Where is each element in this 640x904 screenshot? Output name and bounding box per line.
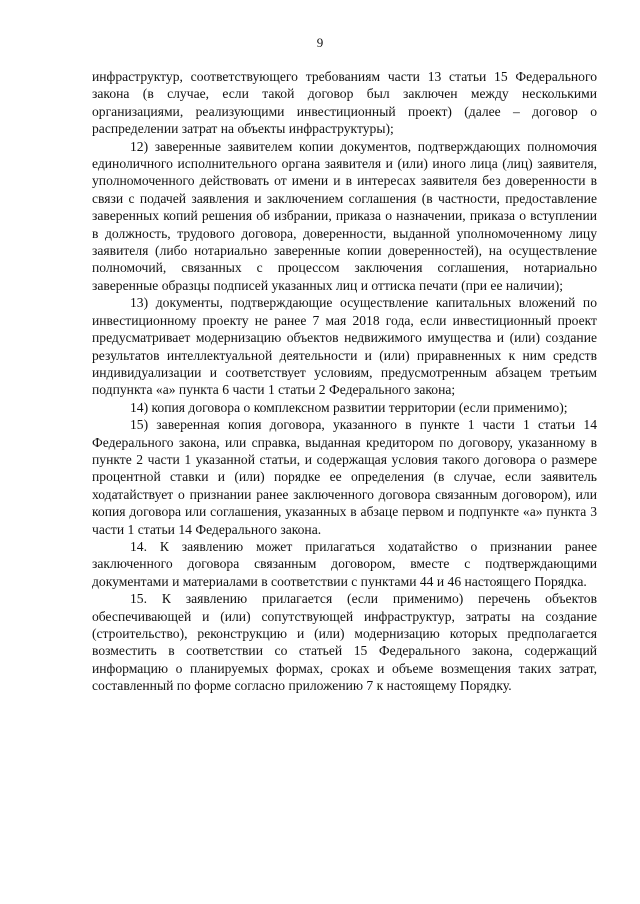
paragraph-section-15: 15. К заявлению прилагается (если применимо) перечень объектов обеспечивающей и (или) сопутствующей инфраструктур, затраты на создание (строительство), реконструкцию и (или) модернизацию которых предполагается возместить в соответствии со статьей 15 Федерального закона, содержащий информацию о планируемых формах, сроках и объеме возмещения таких затрат, составленный по форме согласно приложению 7 к настоящему Порядку. [92,591,597,694]
paragraph-item-13: 13) документы, подтверждающие осуществление капитальных вложений по инвестиционному проекту не ранее 7 мая 2018 года, если инвестиционный проект предусматривает модернизацию объектов недвижимого имущества и (или) создание результатов интеллектуальной деятельности и (или) приравненных к ним средств индивидуализации и соответствует условиям, предусмотренным абзацем третьим подпункта «а» пункта 6 части 1 статьи 2 Федерального закона; [92,295,597,398]
paragraph-item-15: 15) заверенная копия договора, указанного в пункте 1 части 1 статьи 14 Федерального закона, или справка, выданная кредитором по договору, указанному в пункте 2 части 1 указанной статьи, и содержащая условия такого договора о размере процентной ставки и (или) порядке ее определения (в случае, если заявитель ходатайствует о признании ранее заключенного договора связанным договором), или копия договора или соглашения, указанных в абзаце первом и подпункте «а» пункта 3 части 1 статьи 14 Федерального закона. [92,417,597,537]
document-body [92,68,597,695]
paragraph-item-12: 12) заверенные заявителем копии документов, подтверждающих полномочия единоличного исполнительного органа заявителя и (или) иного лица (лиц) заявителя, уполномоченного действовать от имени и в интересах заявителя без доверенности в связи с подачей заявления и заключением соглашения (в частности, предоставление заверенных копий решения об избрании, приказа о назначении, приказа о вступлении в должность, трудового договора, доверенности, выданной уполномоченному лицу заявителя (либо нотариально заверенные копии доверенностей), на осуществление полномочий, связанных с процессом заключения соглашения, нотариально заверенные образцы подписей указанных лиц и оттиска печати (при ее наличии); [92,138,597,293]
paragraph-item-14: 14) копия договора о комплексном развитии территории (если применимо); [130,399,568,415]
paragraph-section-14: 14. К заявлению может прилагаться ходатайство о признании ранее заключенного договора связанным договором, вместе с подтверждающими документами и материалами в соответствии с пунктами 44 и 46 настоящего Порядка. [92,538,597,589]
page-number: 9 [316,35,324,50]
paragraph-continuation: инфраструктур, соответствующего требованиям части 13 статьи 15 Федерального закона (в случае, если такой договор был заключен между несколькими организациями, реализующими инвестиционный проект) (далее – договор о распределении затрат на объекты инфраструктуры); [92,69,597,137]
